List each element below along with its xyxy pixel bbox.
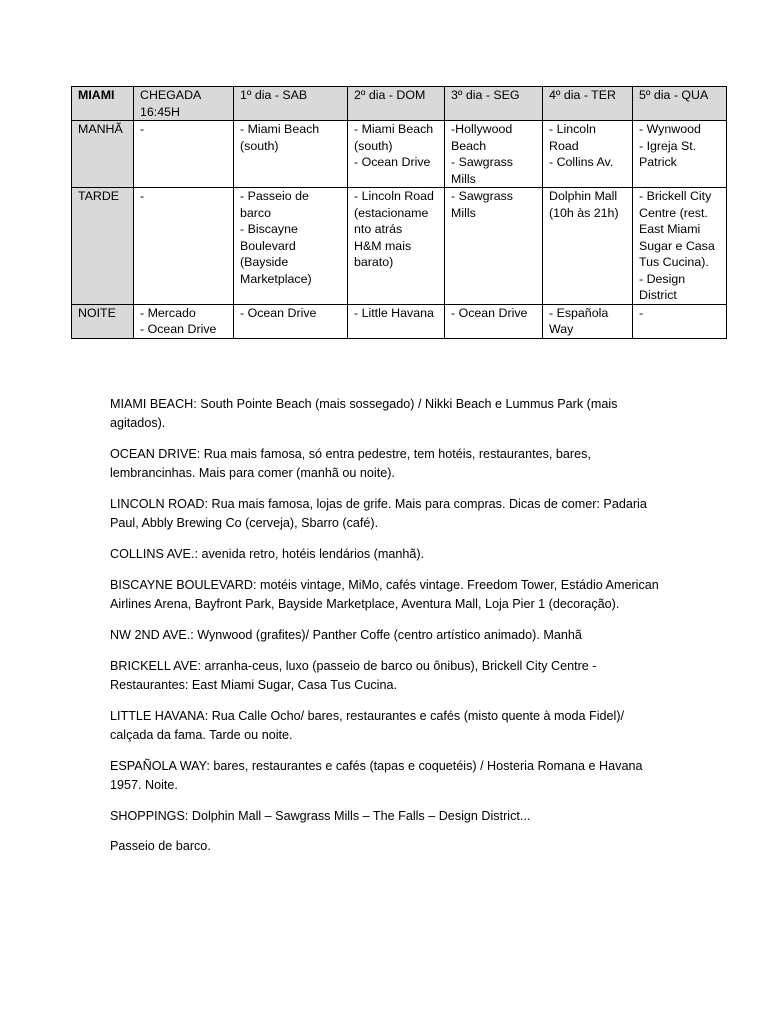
table-cell: -: [134, 121, 234, 188]
header-cell-arrival: CHEGADA 16:45H: [134, 87, 234, 121]
row-label-morning: MANHÃ: [72, 121, 134, 188]
note-brickell-ave: BRICKELL AVE: arranha-ceus, luxo (passeio de barco ou ônibus), Brickell City Centre - Restaurantes: East Miami Sugar, Casa Tus Cucina.: [110, 658, 597, 692]
table-cell: - Ocean Drive: [445, 304, 543, 338]
header-cell-day-3: 3º dia - SEG: [445, 87, 543, 121]
row-label-afternoon: TARDE: [72, 188, 134, 305]
table-cell: - Sawgrass Mills: [445, 188, 543, 305]
header-cell-day-1: 1º dia - SAB: [234, 87, 348, 121]
table-cell: Dolphin Mall (10h às 21h): [543, 188, 633, 305]
table-cell: - Miami Beach (south): [234, 121, 348, 188]
note-ocean-drive: OCEAN DRIVE: Rua mais famosa, só entra pedestre, tem hotéis, restaurantes, bares, lembrancinhas. Mais para comer (manhã ou noite).: [110, 447, 591, 481]
table-header-row: [72, 87, 727, 121]
table-cell: - Lincoln Road (estacioname nto atrás H&M mais barato): [348, 188, 445, 305]
note-lincoln-road: LINCOLN ROAD: Rua mais famosa, lojas de grife. Mais para compras. Dicas de comer: Padaria Paul, Abbly Brewing Co (cerveja), Sbarro (café).: [110, 497, 647, 531]
note-miami-beach: MIAMI BEACH: South Pointe Beach (mais sossegado) / Nikki Beach e Lummus Park (mais agitados).: [110, 397, 618, 431]
table-corner-cell: MIAMI: [72, 87, 134, 121]
note-shoppings: SHOPPINGS: Dolphin Mall – Sawgrass Mills – The Falls – Design District...: [110, 808, 531, 823]
table-cell: - Miami Beach (south) - Ocean Drive: [348, 121, 445, 188]
note-biscayne-boulevard: BISCAYNE BOULEVARD: motéis vintage, MiMo, cafés vintage. Freedom Tower, Estádio American Airlines Arena, Bayfront Park, Bayside Marketplace, Aventura Mall, Loja Pier 1 (decoração).: [110, 577, 659, 611]
table-cell: - Mercado - Ocean Drive: [134, 304, 234, 338]
itinerary-table: [71, 86, 727, 339]
table-cell: - Lincoln Road - Collins Av.: [543, 121, 633, 188]
notes-section: [110, 395, 670, 868]
table-row-afternoon: [72, 188, 727, 305]
table-cell: - Brickell City Centre (rest. East Miami Sugar e Casa Tus Cucina). - Design District: [633, 188, 727, 305]
table-cell: -: [134, 188, 234, 305]
header-cell-day-4: 4º dia - TER: [543, 87, 633, 121]
note-boat-trip: Passeio de barco.: [110, 839, 211, 854]
note-little-havana: LITTLE HAVANA: Rua Calle Ocho/ bares, restaurantes e cafés (misto quente à moda Fidel)/ calçada da fama. Tarde ou noite.: [110, 708, 625, 742]
table-cell: -: [633, 304, 727, 338]
table-row-morning: [72, 121, 727, 188]
table-cell: - Española Way: [543, 304, 633, 338]
header-cell-day-5: 5º dia - QUA: [633, 87, 727, 121]
header-cell-day-2: 2º dia - DOM: [348, 87, 445, 121]
table-row-night: [72, 304, 727, 338]
table-cell: - Wynwood - Igreja St. Patrick: [633, 121, 727, 188]
table-cell: - Ocean Drive: [234, 304, 348, 338]
row-label-night: NOITE: [72, 304, 134, 338]
table-cell: - Little Havana: [348, 304, 445, 338]
note-espanola-way: ESPAÑOLA WAY: bares, restaurantes e cafés (tapas e coquetéis) / Hosteria Romana e Havana 1957. Noite.: [110, 758, 643, 792]
table-cell: - Passeio de barco - Biscayne Boulevard (Bayside Marketplace): [234, 188, 348, 305]
note-nw-2nd-ave: NW 2ND AVE.: Wynwood (grafites)/ Panther Coffe (centro artístico animado). Manhã: [110, 627, 582, 642]
note-collins-ave: COLLINS AVE.: avenida retro, hotéis lendários (manhã).: [110, 547, 425, 561]
table-cell: -Hollywood Beach - Sawgrass Mills: [445, 121, 543, 188]
